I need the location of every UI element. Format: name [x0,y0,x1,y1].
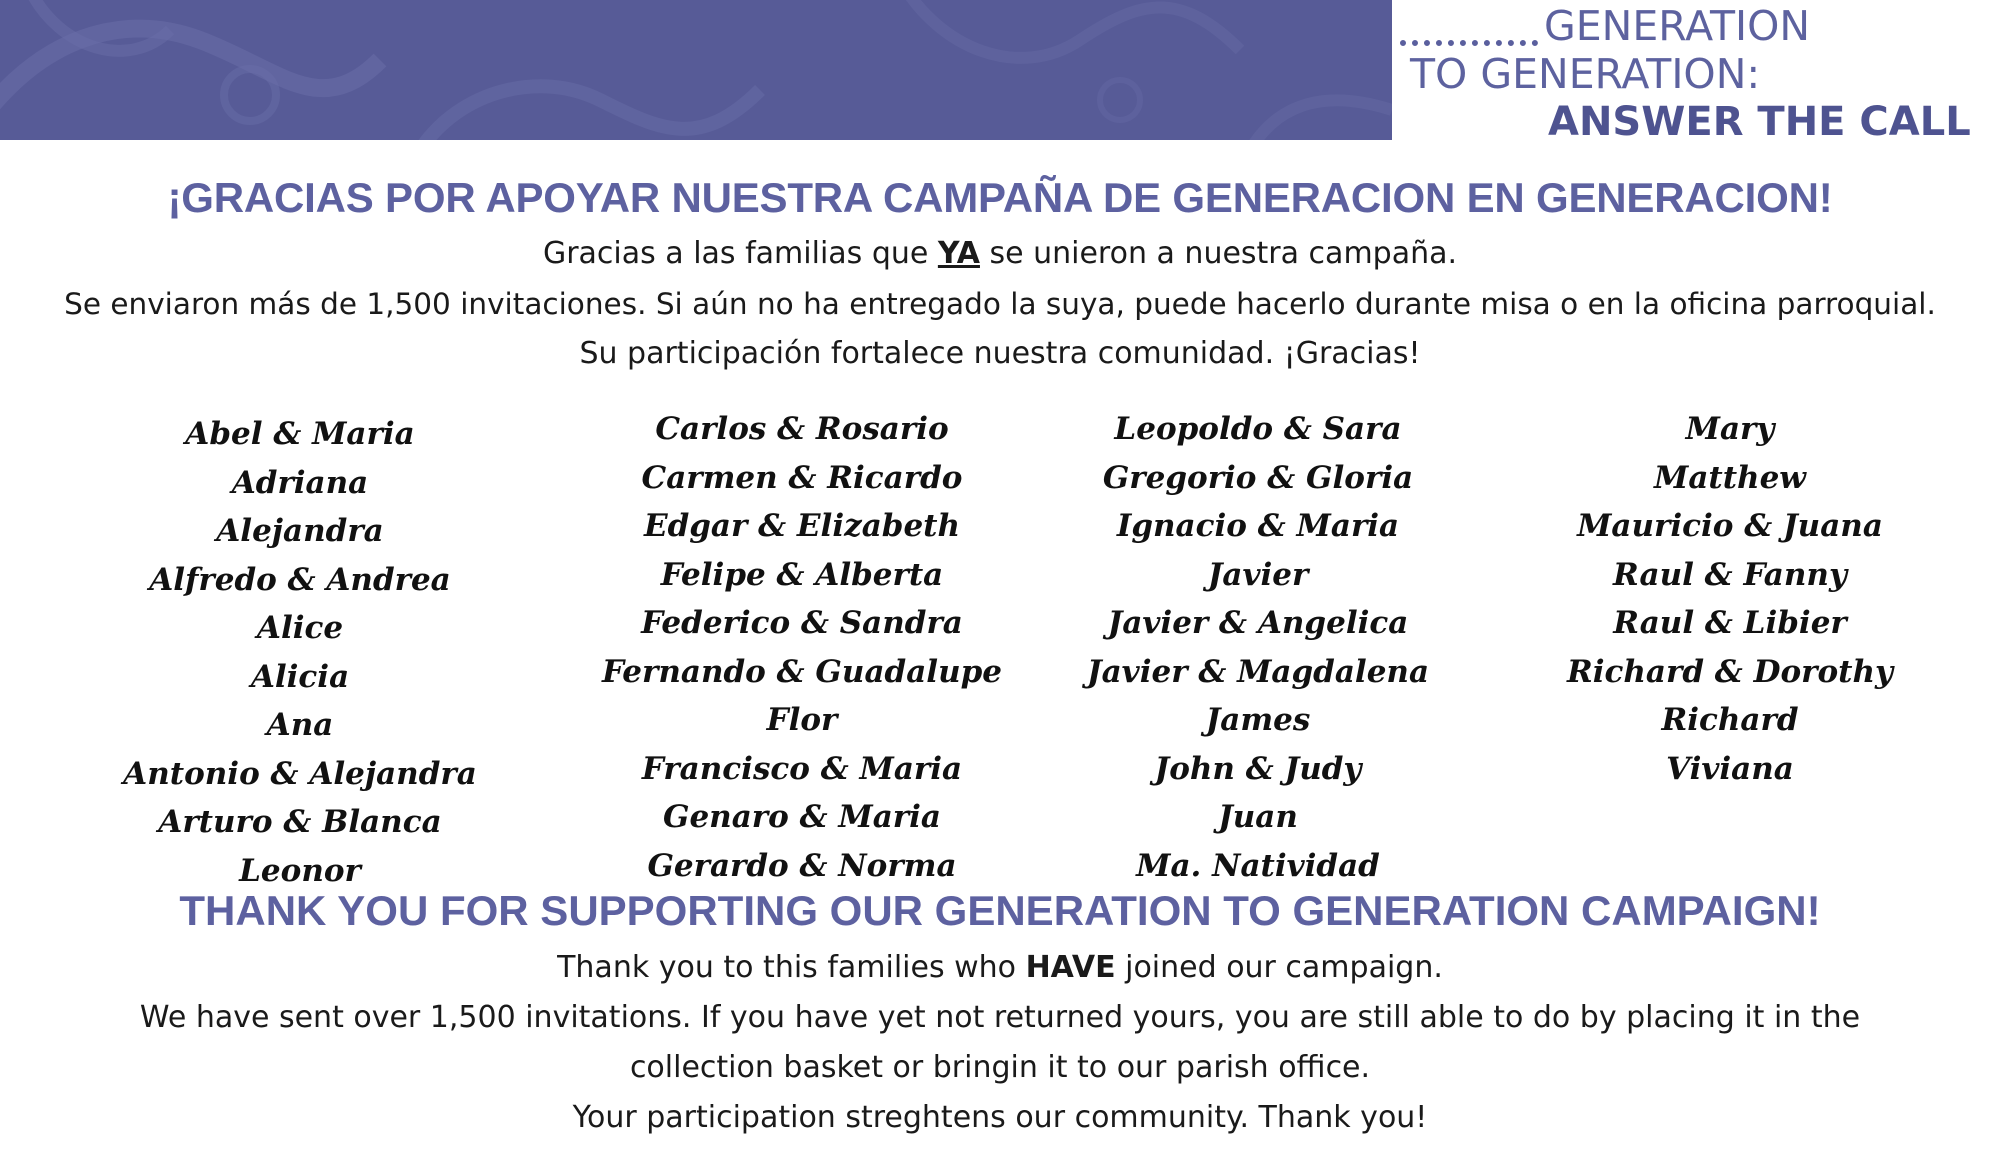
english-line-2: We have sent over 1,500 invitations. If you have yet not returned yours, you are still able to do by placing it in the [139,1000,1861,1035]
name-entry: Ignacio & Maria [1116,508,1400,544]
name-entry: Leopoldo & Sara [1114,411,1402,447]
name-entry: Gerardo & Norma [647,847,957,884]
logo-line-3: ANSWER THE CALL [1548,99,1971,145]
name-entry: Raul & Fanny [1613,556,1847,593]
name-entry: Carmen & Ricardo [641,459,963,496]
spanish-line-1-pre: Gracias a las familias que [542,236,938,271]
english-line-3: collection basket or bringin it to our parish office. [629,1050,1371,1085]
name-entry: Edgar & Elizabeth [643,508,961,544]
english-line-1-emphasis: HAVE [1025,950,1116,985]
logo-line-2: TO GENERATION: [1410,50,1761,98]
name-entry: Felipe & Alberta [660,556,944,593]
logo-dotted-leader [1400,30,1538,46]
name-entry: Richard & Dorothy [1566,653,1894,690]
name-entry: Francisco & Maria [641,750,963,787]
name-entry: Javier & Angelica [1107,605,1409,641]
name-entry: Mary [1685,411,1775,447]
name-entry: Alfredo & Andrea [149,561,451,598]
name-entry: Adriana [231,464,369,501]
name-entry: Viviana [1666,750,1794,787]
spanish-line-1 [0,229,2000,279]
english-heading: THANK YOU FOR SUPPORTING OUR GENERATION TO GENERATION CAMPAIGN! [179,887,1821,934]
name-entry: Juan [1218,799,1298,835]
names-column-4 [1480,405,1980,793]
name-entry: Genaro & Maria [662,799,941,835]
spanish-line-3: Su participación fortalece nuestra comunidad. ¡Gracias! [579,336,1421,371]
name-entry: Leonor [239,852,361,889]
name-entry: John & Judy [1154,750,1362,787]
names-column-1 [50,410,550,895]
logo-line-1: GENERATION [1544,2,1811,50]
name-entry: Arturo & Blanca [158,804,442,840]
name-entry: Alicia [250,658,350,695]
names-column-2 [552,405,1052,890]
name-entry: Ana [266,707,334,743]
name-entry: Alejandra [216,513,384,549]
spanish-line-1-post: se unieron a nuestra campaña. [979,236,1458,271]
name-entry: Federico & Sandra [641,605,963,641]
name-entry: Matthew [1654,459,1806,496]
name-entry: Javier [1207,556,1309,593]
decorative-swirl-pattern [0,0,1392,140]
english-line-4: Your participation streghtens our community. Thank you! [572,1100,1428,1135]
name-entry: Javier & Magdalena [1086,653,1430,690]
name-entry: Richard [1661,702,1799,738]
name-entry: Alice [256,610,344,646]
english-line-1-post: joined our campaign. [1115,950,1443,985]
name-entry: Ma. Natividad [1136,847,1380,884]
name-entry: Flor [766,702,838,738]
name-entry: Abel & Maria [185,416,415,452]
spanish-line-1-emphasis: YA [937,236,980,271]
name-entry: James [1205,702,1311,738]
name-entry: Raul & Libier [1613,605,1847,641]
english-line-1 [0,943,2000,993]
name-entry: Gregorio & Gloria [1102,459,1414,496]
name-entry: Mauricio & Juana [1577,508,1883,544]
name-entry: Fernando & Guadalupe [601,653,1003,690]
campaign-logo [1398,0,2000,145]
english-line-1-pre: Thank you to this families who [557,950,1026,985]
names-column-3 [1008,405,1508,890]
header-banner [0,0,1392,140]
spanish-line-2: Se enviaron más de 1,500 invitaciones. Si aún no ha entregado la suya, puede hacerlo durante misa o en la oficina parroquial. [64,287,1936,321]
spanish-heading: ¡GRACIAS POR APOYAR NUESTRA CAMPAÑA DE GENERACION EN GENERACION! [167,174,1833,221]
name-entry: Antonio & Alejandra [123,755,477,792]
name-entry: Carlos & Rosario [655,411,949,447]
family-names-grid [0,405,2000,890]
